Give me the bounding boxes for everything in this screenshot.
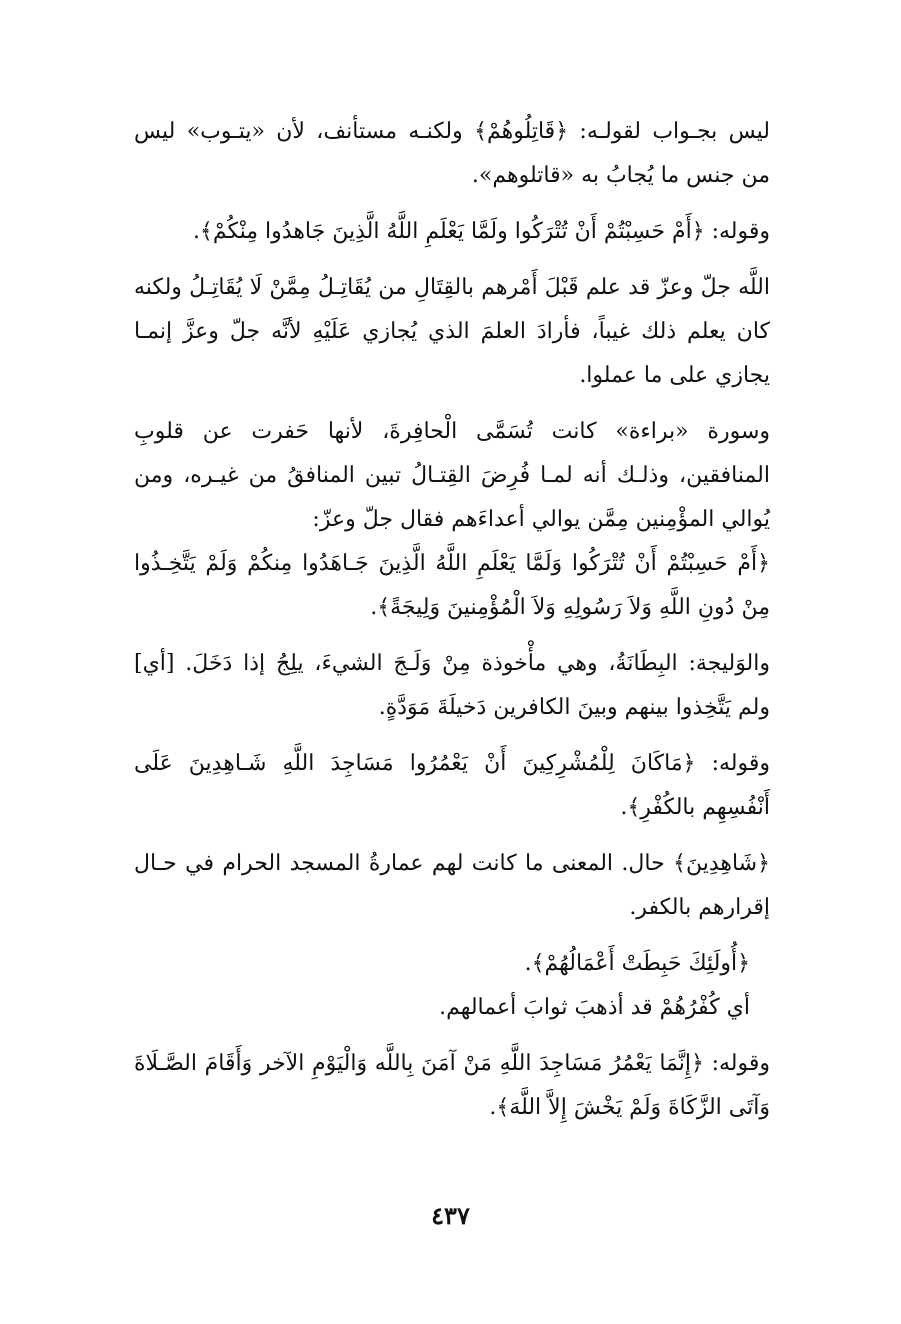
paragraph-verse-quote-1: وقوله: ﴿أَمْ حَسِبْتُمْ أَنْ تُتْرَكُوا ولَمَّا يَعْلَمِ اللَّهُ الَّذِينَ جَاهدُوا مِنْكُمْ﴾.	[192, 219, 770, 244]
paragraph-verse-quote-5: وقوله: ﴿إِنَّمَا يَعْمُرُ مَسَاجِدَ اللَّهِ مَنْ آمَنَ بِاللَّه وَالْيَوْمِ الآخر وَأَقَامَ الصَّـلَاةَ وَآتَى الزَّكَاةَ وَلَمْ يَخْشَ إِلاَّ اللَّهَ﴾.	[134, 1051, 770, 1120]
paragraph-commentary-4: والوَليجة: البِطَانَةُ، وهي مأْخوذة مِنْ وَلَـجَ الشيءَ، يلِجُ إذا دَخَلَ. [أي] ولم يَتَّخِذوا بينهم وبينَ الكافرين دَخيلَةَ مَوَدَّةٍ.	[134, 651, 770, 720]
page-number: ٤٣٧	[431, 1201, 470, 1230]
paragraph-commentary-6: أي كُفْرُهُمْ قد أذهبَ ثوابَ أعمالهم.	[439, 995, 750, 1020]
paragraph-verse-quote-2: ﴿أَمْ حَسِبْتُمْ أَنْ تُتْرَكُوا وَلَمَّا يَعْلَمِ اللَّهُ الَّذِينَ جَـاهَدُوا مِنكُمْ وَلَمْ يَتَّخِـذُوا مِنْ دُونِ اللَّهِ وَلاَ رَسُولِهِ وَلاَ الْمُؤْمِنينَ وَلِيجَةً﴾.	[134, 551, 770, 620]
body-text	[134, 110, 770, 1142]
paragraph-commentary-5: ﴿شَاهِدِينَ﴾ حال. المعنى ما كانت لهم عمارةُ المسجد الحرام في حـال إقرارهم بالكفر.	[134, 851, 770, 920]
paragraph-verse-quote-3: وقوله: ﴿مَاكَانَ لِلْمُشْرِكِينَ أَنْ يَعْمُرُوا مَسَاجِدَ اللَّهِ شَـاهِدِينَ عَلَى أَنْفُسِهِم بالكُفْرِ﴾.	[134, 751, 770, 820]
paragraph-commentary-3: وسورة «براءة» كانت تُسَمَّى الْحافِرةَ، لأنها حَفرت عن قلوبِ المنافقين، وذلـك أنه لمـا فُرِضَ القِتـالُ تبين المنافقُ من غيـره، ومن يُوالي المؤْمِنين مِمَّن يوالي أعداءَهم فقال جلّ وعزّ:	[134, 419, 770, 532]
paragraph-commentary-1: ليس بجـواب لقولـه: ﴿قَاتِلُوهُمْ﴾ ولكنـه مستأنف، لأن «يتـوب» ليس من جنس ما يُجابُ به «قاتلوهم».	[134, 119, 770, 188]
paragraph-verse-quote-4: ﴿أُولَئِكَ حَبِطَتْ أَعْمَالُهُمْ﴾.	[524, 951, 750, 976]
paragraph-commentary-2: اللَّه جلّ وعزّ قد علم قَبْلَ أَمْرهم بالقِتَالِ من يُقَاتِـلُ مِمَّنْ لَا يُقَاتِـلُ ولكنه كان يعلم ذلك غيباً، فأرادَ العلمَ الذي يُجازي عَلَيْهِ لأنَّه جلّ وعزَّ إنمـا يجازي على ما عملوا.	[134, 275, 770, 388]
